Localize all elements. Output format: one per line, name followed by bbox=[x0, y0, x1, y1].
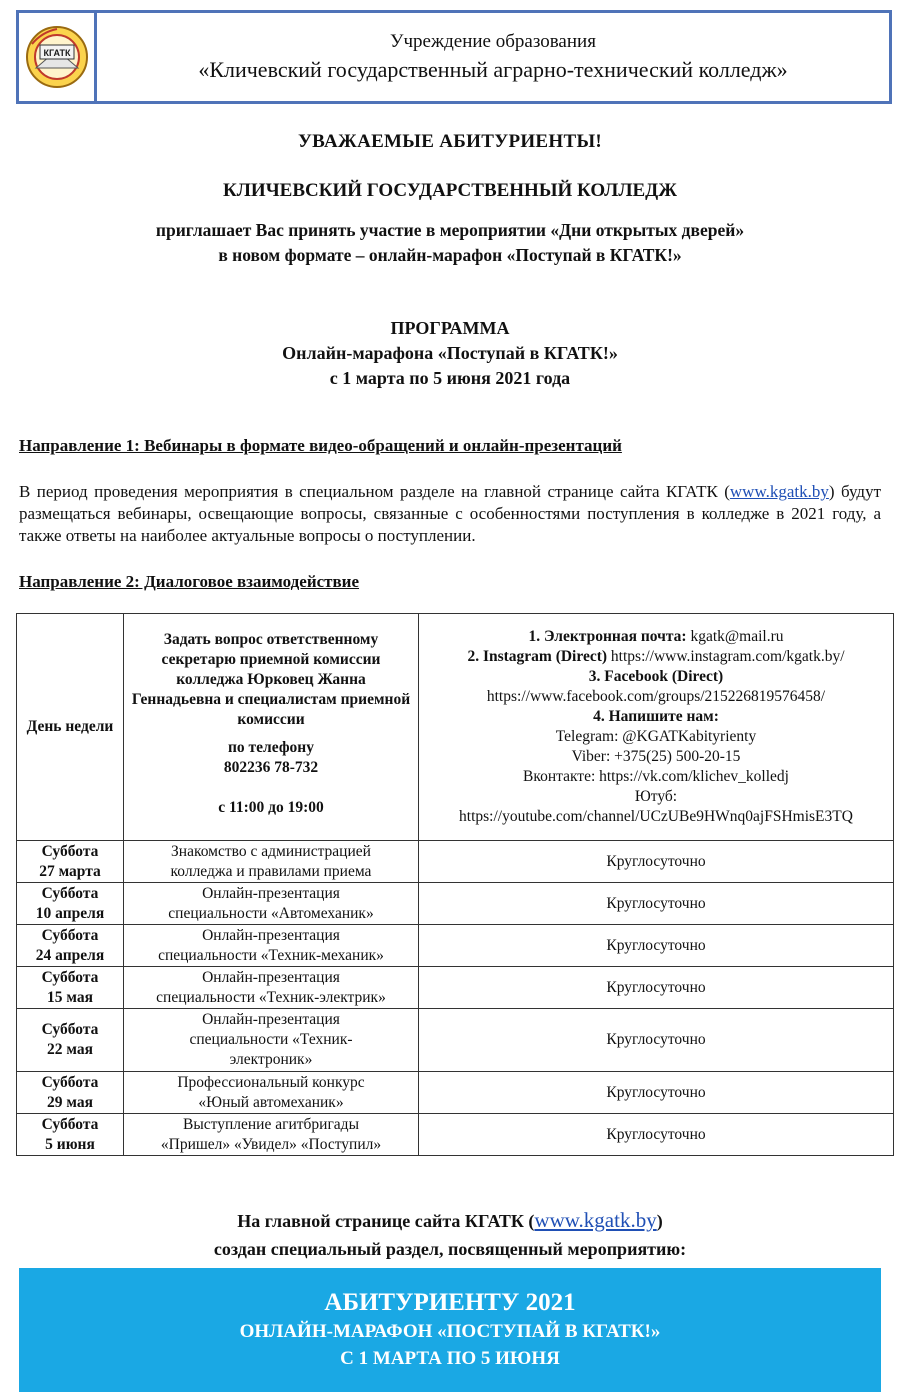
row-event-line-2: специальности «Автомеханик» bbox=[168, 904, 374, 922]
direction-1-text-before: В период проведения мероприятия в специальном разделе на главной странице сайта КГАТК ( bbox=[19, 482, 730, 501]
row-event-line-2: специальности «Техник- bbox=[189, 1031, 353, 1048]
row-status: Круглосуточно bbox=[419, 967, 894, 1009]
row-event bbox=[124, 925, 419, 967]
row-day bbox=[17, 925, 124, 967]
phone-question-header bbox=[124, 614, 419, 841]
online-contacts-header bbox=[419, 614, 894, 841]
row-day bbox=[17, 1009, 124, 1072]
footer-site-link[interactable]: www.kgatk.by bbox=[534, 1208, 657, 1232]
banner-dates: С 1 МАРТА ПО 5 ИЮНЯ bbox=[340, 1348, 560, 1369]
site-section-note bbox=[0, 1206, 900, 1263]
email-line bbox=[423, 627, 889, 647]
site-note-line-1 bbox=[0, 1206, 900, 1235]
telegram-contact: Telegram: @KGATKabityrienty bbox=[555, 728, 757, 745]
row-day bbox=[17, 841, 124, 883]
row-status: Круглосуточно bbox=[419, 883, 894, 925]
table-row bbox=[17, 925, 894, 967]
day-of-week-header: День недели bbox=[17, 614, 124, 841]
row-event-line-1: Онлайн-презентация bbox=[202, 926, 340, 944]
row-event-line-1: Выступление агитбригады bbox=[183, 1115, 359, 1133]
program-title: ПРОГРАММА bbox=[390, 318, 510, 338]
logo-cell bbox=[19, 13, 97, 101]
table-row bbox=[17, 967, 894, 1009]
row-event bbox=[124, 967, 419, 1009]
row-status: Круглосуточно bbox=[419, 1072, 894, 1114]
direction-1-paragraph bbox=[19, 481, 881, 547]
vk-contact: Вконтакте: https://vk.com/klichev_kolledj bbox=[523, 768, 789, 785]
email-value: kgatk@mail.ru bbox=[690, 628, 784, 645]
college-heading: КЛИЧЕВСКИЙ ГОСУДАРСТВЕННЫЙ КОЛЛЕДЖ bbox=[222, 180, 678, 201]
table-row bbox=[17, 883, 894, 925]
row-event-line-2: колледжа и правилами приема bbox=[170, 862, 372, 880]
table-row bbox=[17, 841, 894, 883]
row-day-name: Суббота bbox=[41, 1115, 99, 1133]
email-label: 1. Электронная почта: bbox=[528, 628, 687, 645]
row-event bbox=[124, 883, 419, 925]
program-dates: с 1 марта по 5 июня 2021 года bbox=[329, 368, 571, 388]
row-event-line-2: «Юный автомеханик» bbox=[198, 1093, 344, 1111]
invitation-line-2: в новом формате – онлайн-марафон «Поступай в КГАТК!» bbox=[218, 245, 682, 265]
phone-label: по телефону bbox=[228, 739, 314, 756]
row-date: 24 апреля bbox=[35, 946, 105, 964]
row-date: 15 мая bbox=[47, 988, 93, 1006]
direction-1-text-after: ) будут размещаться вебинары, освещающие вопросы, связанные с особенностями поступления в колледже в 2021 году, а также ответы на наиболее актуальные вопросы о поступлении. bbox=[19, 482, 881, 545]
institution-name: «Кличевский государственный аграрно-технический колледж» bbox=[198, 57, 788, 82]
table-header-row bbox=[17, 614, 894, 841]
row-status: Круглосуточно bbox=[419, 1009, 894, 1072]
row-day bbox=[17, 883, 124, 925]
row-day-name: Суббота bbox=[41, 842, 99, 860]
header-box bbox=[16, 10, 892, 104]
phone-hours: с 11:00 до 19:00 bbox=[218, 799, 324, 816]
write-us-label: 4. Напишите нам: bbox=[593, 708, 719, 725]
banner-title: АБИТУРИЕНТУ 2021 bbox=[324, 1289, 576, 1316]
row-event bbox=[124, 841, 419, 883]
youtube-contact: https://youtube.com/channel/UCzUBe9HWnq0ajFSHmisE3TQ bbox=[459, 808, 853, 825]
row-date: 27 марта bbox=[39, 862, 101, 880]
program-table bbox=[16, 613, 894, 1156]
row-day-name: Суббота bbox=[41, 926, 99, 944]
program-subtitle: Онлайн-марафона «Поступай в КГАТК!» bbox=[282, 343, 618, 363]
banner-subtitle: ОНЛАЙН-МАРАФОН «ПОСТУПАЙ В КГАТК!» bbox=[239, 1321, 661, 1342]
program-title-block bbox=[0, 316, 900, 391]
row-event-line-1: Онлайн-презентация bbox=[202, 884, 340, 902]
applicant-banner[interactable] bbox=[19, 1268, 881, 1392]
row-date: 22 мая bbox=[47, 1041, 93, 1058]
row-event-line-2: специальности «Техник-электрик» bbox=[156, 988, 386, 1006]
direction-2-heading: Направление 2: Диалоговое взаимодействие bbox=[19, 572, 360, 591]
row-event bbox=[124, 1114, 419, 1156]
site-note-text: На главной странице сайта КГАТК ( bbox=[237, 1211, 535, 1231]
logo-text: КГАТК bbox=[42, 48, 71, 58]
table-row bbox=[17, 1114, 894, 1156]
row-status: Круглосуточно bbox=[419, 1114, 894, 1156]
row-day bbox=[17, 1114, 124, 1156]
row-date: 29 мая bbox=[47, 1093, 93, 1111]
invitation-line-1: приглашает Вас принять участие в мероприятии «Дни открытых дверей» bbox=[155, 220, 745, 240]
row-day-name: Суббота bbox=[41, 1021, 99, 1038]
facebook-value: https://www.facebook.com/groups/215226819576458/ bbox=[486, 688, 826, 705]
site-link[interactable]: www.kgatk.by bbox=[729, 482, 829, 501]
phone-question-text: Задать вопрос ответственному секретарю приемной комиссии колледжа Юрковец Жанна Геннадьевна и специалистам приемной комиссии bbox=[131, 631, 411, 728]
table-row bbox=[17, 1072, 894, 1114]
row-event-line-1: Онлайн-презентация bbox=[202, 1011, 340, 1028]
greeting-heading: УВАЖАЕМЫЕ АБИТУРИЕНТЫ! bbox=[297, 131, 603, 152]
viber-contact: Viber: +375(25) 500-20-15 bbox=[571, 748, 741, 765]
invitation-text bbox=[0, 218, 900, 268]
row-status: Круглосуточно bbox=[419, 925, 894, 967]
row-event bbox=[124, 1009, 419, 1072]
row-event-line-2: специальности «Техник-механик» bbox=[158, 946, 384, 964]
row-day bbox=[17, 1072, 124, 1114]
row-day-name: Суббота bbox=[41, 1073, 99, 1091]
row-event-line-1: Онлайн-презентация bbox=[202, 968, 340, 986]
row-event-line-3: электроник» bbox=[229, 1051, 313, 1068]
instagram-value: https://www.instagram.com/kgatk.by/ bbox=[610, 648, 845, 665]
college-logo-icon bbox=[24, 24, 90, 90]
institution-type: Учреждение образования bbox=[390, 31, 596, 52]
instagram-label: 2. Instagram (Direct) bbox=[467, 648, 608, 665]
site-note-close: ) bbox=[656, 1211, 663, 1231]
table-row bbox=[17, 1009, 894, 1072]
site-note-line-2: создан специальный раздел, посвященный мероприятию: bbox=[213, 1239, 687, 1259]
row-date: 10 апреля bbox=[35, 904, 105, 922]
row-event-line-2: «Пришел» «Увидел» «Поступил» bbox=[160, 1135, 382, 1153]
facebook-label: 3. Facebook (Direct) bbox=[588, 668, 724, 685]
row-day bbox=[17, 967, 124, 1009]
youtube-label: Ютуб: bbox=[634, 788, 678, 805]
instagram-line bbox=[423, 647, 889, 667]
row-day-name: Суббота bbox=[41, 884, 99, 902]
direction-1-heading: Направление 1: Вебинары в формате видео-обращений и онлайн-презентаций bbox=[19, 436, 622, 455]
row-event bbox=[124, 1072, 419, 1114]
header-text bbox=[97, 13, 889, 101]
row-day-name: Суббота bbox=[41, 968, 99, 986]
row-event-line-1: Профессиональный конкурс bbox=[177, 1073, 365, 1091]
row-date: 5 июня bbox=[45, 1135, 95, 1153]
row-status: Круглосуточно bbox=[419, 841, 894, 883]
row-event-line-1: Знакомство с администрацией bbox=[171, 842, 371, 860]
phone-number: 802236 78-732 bbox=[223, 759, 319, 776]
